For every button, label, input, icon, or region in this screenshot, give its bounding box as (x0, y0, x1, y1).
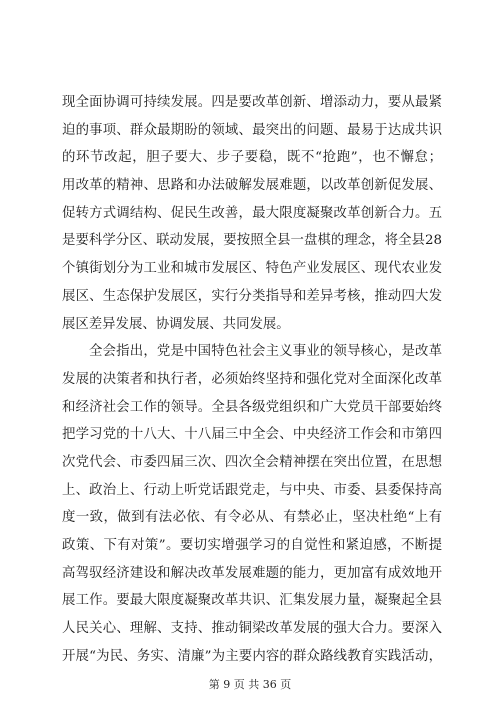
text-line: 个镇街划分为工业和城市发展区、特色产业发展区、现代农业发 (62, 261, 442, 277)
text-line: 是要科学分区、联动发展，要按照全县一盘棋的理念，将全县28 (62, 233, 442, 249)
text-line: 上、政治上、行动上听党话跟党走，与中央、市委、县委保持高 (62, 482, 442, 498)
body-text (62, 89, 442, 670)
text-line: 次党代会、市委四届三次、四次全会精神摆在突出位置，在思想 (62, 454, 442, 470)
text-line: 迫的事项、群众最期盼的领域、最突出的问题、最易于达成共识 (62, 122, 442, 138)
text-line: 和经济社会工作的领导。全县各级党组织和广大党员干部要始终 (62, 399, 442, 415)
text-line: 用改革的精神、思路和办法破解发展难题，以改革创新促发展、 (62, 178, 442, 194)
paragraph-first-line: 全会指出，党是中国特色社会主义事业的领导核心，是改革 (89, 344, 442, 360)
text-line: 开展“为民、务实、清廉”为主要内容的群众路线教育实践活动， (62, 648, 442, 664)
text-line: 展工作。要最大限度凝聚改革共识、汇集发展力量，凝聚起全县 (62, 593, 442, 609)
text-line: 发展的决策者和执行者，必须始终坚持和强化党对全面深化改革 (62, 371, 442, 387)
text-line: 展区差异发展、协调发展、共同发展。 (62, 316, 290, 332)
text-line: 的环节改起，胆子要大、步子要稳，既不“抢跑”，也不懈怠； (62, 150, 442, 166)
text-line: 现全面协调可持续发展。四是要改革创新、增添动力，要从最紧 (62, 95, 442, 110)
text-line: 度一致，做到有法必依、有令必从、有禁必止，坚决杜绝“上有 (62, 510, 442, 526)
text-line: 人民关心、理解、支持、推动铜梁改革发展的强大合力。要深入 (62, 621, 442, 637)
text-line: 展区、生态保护发展区，实行分类指导和差异考核，推动四大发 (62, 288, 442, 304)
text-line: 政策、下有对策”。要切实增强学习的自觉性和紧迫感，不断提 (62, 538, 442, 553)
text-line: 高驾驭经济建设和解决改革发展难题的能力，更加富有成效地开 (62, 565, 442, 581)
text-line: 把学习党的十八大、十八届三中全会、中央经济工作会和市第四 (62, 427, 442, 443)
page-number-footer: 第 9 页 共 36 页 (208, 678, 292, 691)
text-line: 促转方式调结构、促民生改善，最大限度凝聚改革创新合力。五 (62, 205, 442, 221)
